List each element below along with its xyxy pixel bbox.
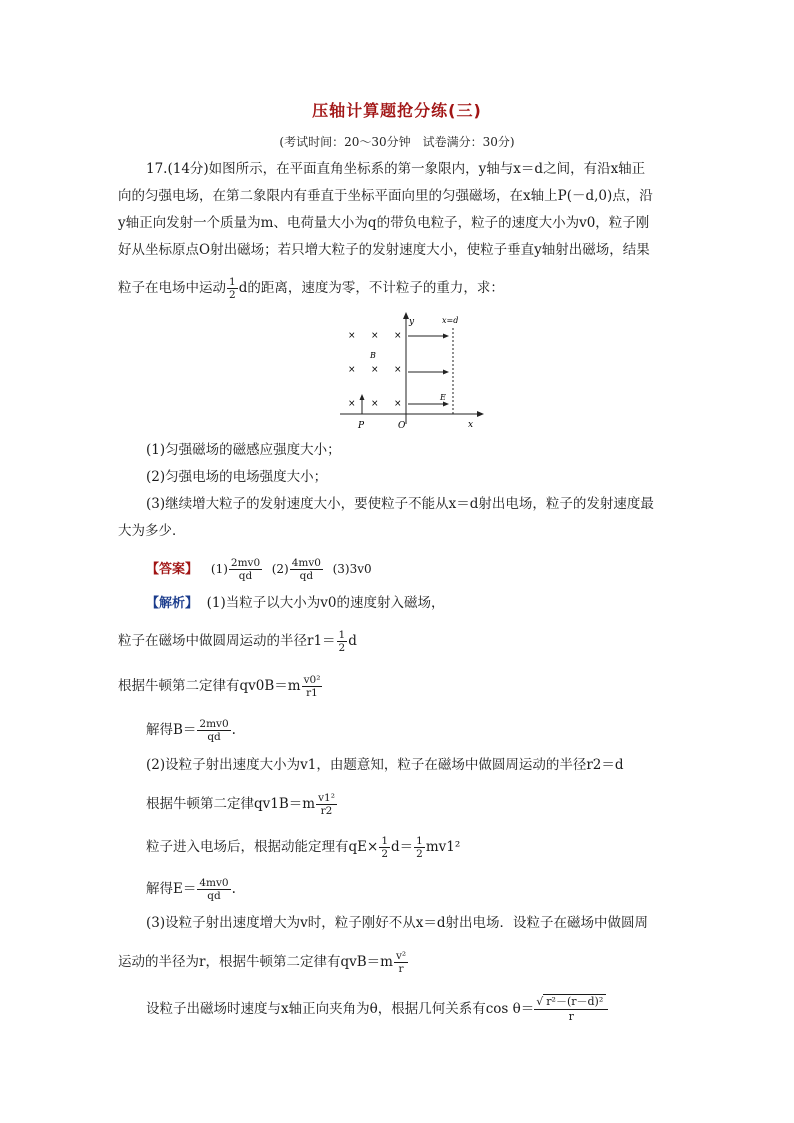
cos-theta-fraction: $\frac{\text{√ r²－(r－d)²}}{r}$	[534, 995, 608, 1024]
solution-line-11: 设粒子出磁场时速度与x轴正向夹角为θ，根据几何关系有cos θ＝ $\frac{\text{√ r²－(r－d)²}}{r}$	[146, 995, 608, 1024]
line-label: x=d	[442, 316, 459, 325]
answer-line	[146, 557, 372, 582]
origin-label: O	[398, 421, 406, 431]
exam-info: (考试时间：20～30分钟 试卷满分：30分)	[279, 135, 515, 149]
problem-line-4: 好从坐标原点O射出磁场；若只增大粒子的发射速度大小，使粒子垂直y轴射出磁场，结果	[118, 242, 650, 258]
fraction-half: $\frac{1}{2}$	[229, 276, 236, 301]
newton-fraction-3: $\frac{\text{v²}}{r}$	[395, 950, 407, 975]
solution-line-6: 根据牛顿第二定律qv1B＝m $\frac{\text{v1²}}{r2}$	[146, 792, 335, 817]
newton-fraction-2: $\frac{\text{v1²}}{r2}$	[318, 792, 335, 817]
fraction-half: $\frac{1}{2}$	[338, 629, 346, 654]
solution-line-5: (2)设粒子射出速度大小为v1，由题意知，粒子在磁场中做圆周运动的半径r2＝d	[146, 757, 624, 773]
e-field-arrowhead	[443, 402, 449, 407]
problem-line-1: 17.(14分)如图所示，在平面直角坐标系的第一象限内，y轴与x＝d之间，有沿x轴正	[146, 161, 646, 177]
b-field-cross: ×	[394, 331, 402, 341]
question-3-line-1: (3)继续增大粒子的发射速度大小，要使粒子不能从x＝d射出电场，粒子的发射速度最	[146, 496, 654, 512]
b-field-cross: ×	[348, 365, 356, 375]
b-field-cross: ×	[348, 399, 356, 409]
solution-line-3: 根据牛顿第二定律有qv0B＝m $\frac{\text{v0²}}{r1}$	[118, 674, 321, 699]
answer-tag: 【答案】	[146, 562, 199, 577]
e-field-label: E	[440, 393, 446, 402]
fraction-half: $\frac{1}{2}$	[416, 835, 423, 860]
answer-1-index: (1)	[210, 562, 228, 576]
b-field-cross: ×	[371, 399, 379, 409]
x-axis-arrow	[477, 411, 484, 417]
question-3-line-2: 大为多少．	[118, 523, 186, 539]
result-e-fraction: $\frac{4mv0}{qd}$	[199, 877, 229, 902]
b-field-cross: ×	[394, 365, 402, 375]
problem-line-5	[118, 276, 504, 301]
solution-line-2: 粒子在磁场中做圆周运动的半径r1＝ $\frac{1}{2}$ d	[118, 629, 357, 654]
b-field-cross: ×	[394, 399, 402, 409]
answer-1-fraction: $\frac{2mv0}{qd}$	[230, 557, 261, 582]
result-b-fraction: $\frac{2mv0}{qd}$	[199, 718, 229, 743]
solution-line-9: (3)设粒子射出速度增大为v时，粒子刚好不从x＝d射出电场．设粒子在磁场中做圆周	[146, 915, 649, 931]
solution-line-1: 【解析】 (1)当粒子以大小为v0的速度射入磁场，	[146, 595, 445, 611]
field-diagram	[336, 310, 486, 435]
problem-line-5-start: 粒子在电场中运动	[118, 280, 226, 296]
point-p-label: P	[358, 421, 365, 431]
velocity-arrowhead	[360, 394, 365, 400]
solution-tag: 【解析】	[146, 596, 199, 611]
problem-line-3: y轴正向发射一个质量为m、电荷量大小为q的带负电粒子，粒子的速度大小为v0，粒子刚	[118, 215, 650, 231]
e-field-arrowhead	[443, 334, 449, 339]
e-field-arrowhead	[443, 370, 449, 375]
b-field-label: B	[370, 351, 376, 360]
b-field-cross: ×	[371, 331, 379, 341]
page-title: 压轴计算题抢分练(三)	[312, 101, 482, 120]
answer-2-index: (2)	[271, 562, 289, 576]
question-2: (2)匀强电场的电场强度大小；	[146, 469, 328, 485]
problem-line-2: 向的匀强电场，在第二象限内有垂直于坐标平面向里的匀强磁场，在x轴上P(－d,0)点，沿	[118, 188, 653, 204]
problem-line-5-end: d的距离，速度为零，不计粒子的重力，求：	[238, 280, 504, 296]
solution-line-4: 解得B＝ $\frac{2mv0}{qd}$ .	[146, 718, 236, 743]
b-field-cross: ×	[348, 331, 356, 341]
solution-line-8: 解得E＝ $\frac{4mv0}{qd}$ .	[146, 877, 236, 902]
answer-3: (3)3v0	[332, 562, 372, 576]
y-axis-label: y	[409, 317, 415, 327]
x-axis-label: x	[468, 420, 474, 430]
fraction-half: $\frac{1}{2}$	[381, 835, 388, 860]
b-field-cross: ×	[371, 365, 379, 375]
solution-line-7: 粒子进入电场后，根据动能定理有qE× $\frac{1}{2}$ d＝ $\frac{1}{2}$ mv1²	[146, 835, 461, 860]
solution-line-10: 运动的半径为r，根据牛顿第二定律有qvB＝m $\frac{\text{v²}}{r}$	[118, 950, 407, 975]
newton-fraction: $\frac{\text{v0²}}{r1}$	[303, 674, 321, 699]
question-1: (1)匀强磁场的磁感应强度大小；	[146, 442, 341, 458]
answer-2-fraction: $\frac{4mv0}{qd}$	[291, 557, 321, 582]
